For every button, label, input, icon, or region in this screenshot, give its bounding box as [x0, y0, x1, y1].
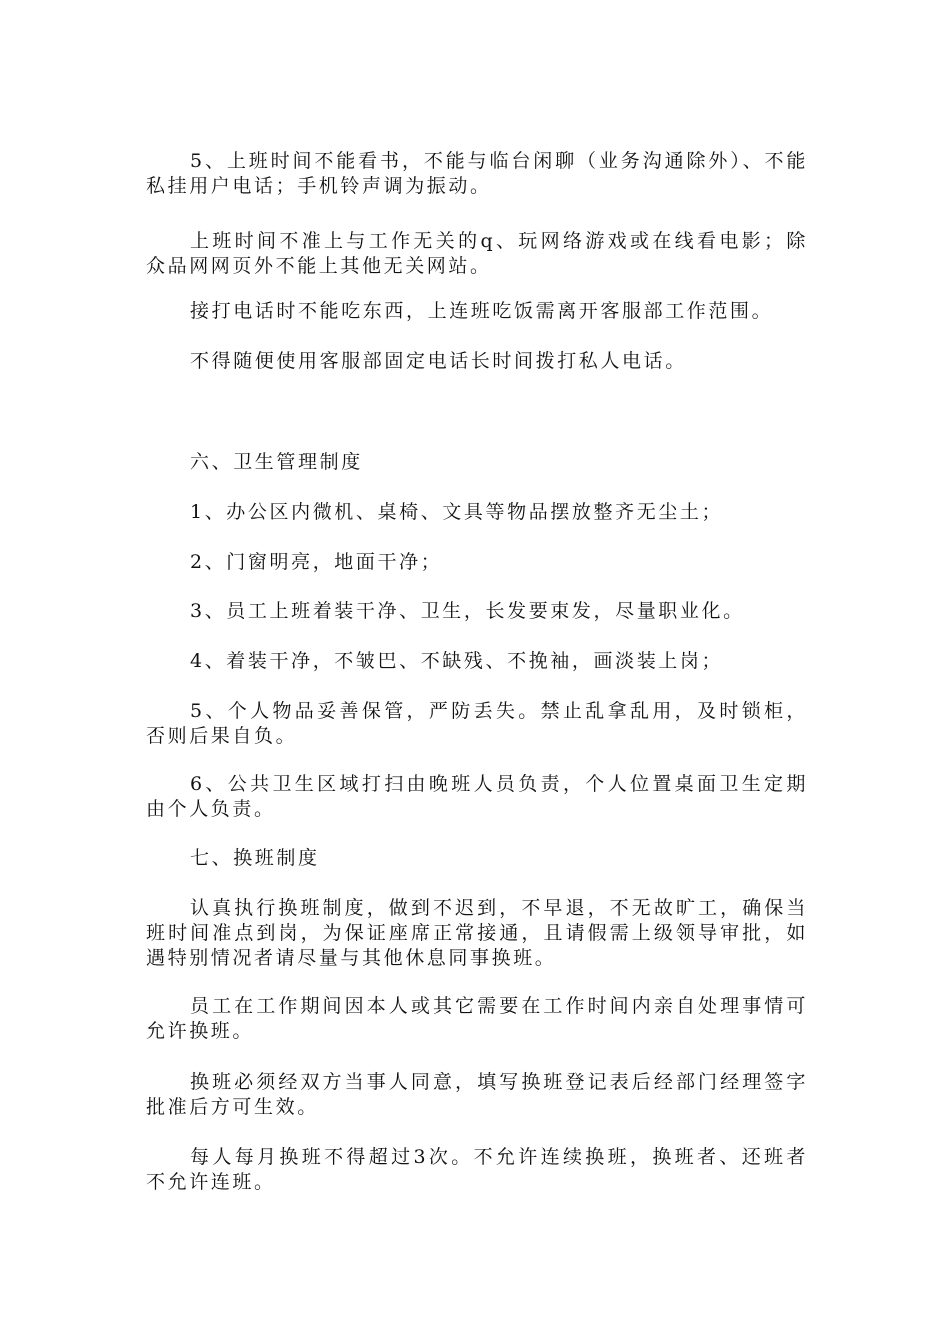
- paragraph-hygiene-2: 2、门窗明亮，地面干净；: [190, 551, 443, 573]
- section-heading-hygiene: 六、卫生管理制度: [190, 451, 363, 473]
- paragraph-shift-rules: 认真执行换班制度，做到不迟到，不早退，不无故旷工，确保当班时间准点到岗，为保证座席正常接通，且请假需上级领导审批，如遇特别情况者请尽量与其他休息同事换班。: [146, 897, 808, 969]
- paragraph-rule-5-work-conduct: 5、上班时间不能看书，不能与临台闲聊（业务沟通除外）、不能私挂用户电话；手机铃声调为振动。: [146, 150, 808, 197]
- paragraph-shift-personal-matters: 员工在工作期间因本人或其它需要在工作时间内亲自处理事情可允许换班。: [146, 995, 808, 1042]
- paragraph-shift-approval: 换班必须经双方当事人同意，填写换班登记表后经部门经理签字批准后方可生效。: [146, 1071, 808, 1118]
- paragraph-phone-eating: 接打电话时不能吃东西，上连班吃饭需离开客服部工作范围。: [190, 300, 774, 322]
- paragraph-hygiene-5: 5、个人物品妥善保管，严防丢失。禁止乱拿乱用，及时锁柜，否则后果自负。: [146, 700, 808, 747]
- paragraph-hygiene-6: 6、公共卫生区域打扫由晚班人员负责，个人位置桌面卫生定期由个人负责。: [146, 773, 808, 820]
- paragraph-private-calls: 不得随便使用客服部固定电话长时间拨打私人电话。: [190, 350, 687, 372]
- paragraph-hygiene-3: 3、员工上班着装干净、卫生，长发要束发，尽量职业化。: [190, 600, 745, 622]
- section-heading-shift-change: 七、换班制度: [190, 847, 320, 869]
- paragraph-hygiene-1: 1、办公区内微机、桌椅、文具等物品摆放整齐无尘土；: [190, 501, 724, 523]
- paragraph-hygiene-4: 4、着装干净，不皱巴、不缺残、不挽袖，画淡装上岗；: [190, 650, 724, 672]
- paragraph-shift-limit: 每人每月换班不得超过3次。不允许连续换班，换班者、还班者不允许连班。: [146, 1146, 808, 1193]
- paragraph-internet-usage: 上班时间不准上与工作无关的q、玩网络游戏或在线看电影；除众品网网页外不能上其他无关网站。: [146, 230, 808, 277]
